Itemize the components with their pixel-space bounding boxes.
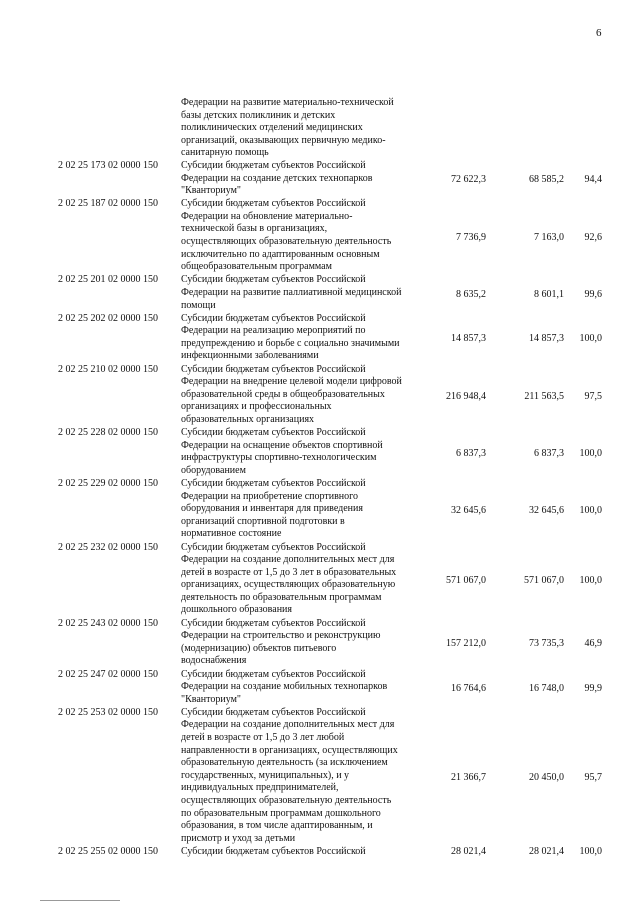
budget-code: 2 02 25 229 02 0000 150 <box>58 478 158 489</box>
description-line: организаций, оказывающих первичную медико- <box>181 134 386 146</box>
table-row <box>0 198 639 274</box>
description-line: Субсидии бюджетам субъектов Российской <box>181 198 366 210</box>
row-description <box>181 478 421 541</box>
plan-amount: 8 635,2 <box>456 288 486 300</box>
row-description <box>181 160 421 198</box>
execution-percent: 100,0 <box>579 574 602 586</box>
description-line: Субсидии бюджетам субъектов Российской <box>181 617 366 629</box>
budget-code: 2 02 25 255 02 0000 150 <box>58 845 158 857</box>
description-line: "Кванториум" <box>181 693 241 705</box>
description-line: Субсидии бюджетам субъектов Российской <box>181 845 366 857</box>
description-line: Федерации на создание дополнительных мест для <box>181 554 395 566</box>
description-line: Субсидии бюджетам субъектов Российской <box>181 668 366 680</box>
description-line: образовательной среды в общеобразовательных <box>181 388 385 400</box>
table-row <box>0 669 639 707</box>
row-description <box>181 198 421 274</box>
continued-description <box>181 97 421 160</box>
description-line: направленности в организациях, осуществляющих <box>181 744 398 756</box>
description-line: помощи <box>181 299 216 311</box>
description-line: Субсидии бюджетам субъектов Российской <box>181 427 366 439</box>
row-description <box>181 313 421 363</box>
description-line: нормативное состояние <box>181 528 282 540</box>
description-line: детей в возрасте от 1,5 до 3 лет любой <box>181 731 345 743</box>
row-description <box>181 427 421 477</box>
description-line: Федерации на строительство и реконструкцию <box>181 630 381 642</box>
plan-amount: 216 948,4 <box>446 390 486 402</box>
row-description <box>181 364 421 427</box>
description-line: Субсидии бюджетам субъектов Российской <box>181 274 366 286</box>
plan-amount: 7 736,9 <box>456 231 486 243</box>
execution-percent: 46,9 <box>584 638 602 650</box>
budget-code: 2 02 25 243 02 0000 150 <box>58 617 158 629</box>
description-line: Федерации на оснащение объектов спортивной <box>181 439 383 451</box>
description-line: Федерации на развитие материально-технической <box>181 97 394 108</box>
plan-amount: 16 764,6 <box>451 682 486 694</box>
description-line: технической базы в организациях, <box>181 223 328 235</box>
description-line: Субсидии бюджетам субъектов Российской <box>181 706 366 718</box>
execution-percent: 95,7 <box>584 771 602 783</box>
budget-code: 2 02 25 210 02 0000 150 <box>58 363 158 375</box>
description-line: государственных, муниципальных), и у <box>181 769 350 781</box>
budget-code: 2 02 25 228 02 0000 150 <box>58 427 158 439</box>
table-row <box>0 707 639 846</box>
description-line: осуществляющих образовательную деятельность <box>181 794 392 806</box>
description-line: образовательную деятельность (за исключением <box>181 757 388 769</box>
actual-amount: 571 067,0 <box>524 574 564 586</box>
row-description <box>181 618 421 668</box>
description-line: "Кванториум" <box>181 185 241 197</box>
budget-code: 2 02 25 201 02 0000 150 <box>58 274 158 286</box>
description-line: образовательных организациях <box>181 413 315 425</box>
row-description <box>181 542 421 618</box>
description-line: оборудованием <box>181 464 246 476</box>
description-line: базы детских поликлиник и детских <box>181 109 336 121</box>
description-line: поликлинических отделений медицинских <box>181 122 363 134</box>
description-line: Федерации на создание мобильных технопарков <box>181 681 388 693</box>
description-line: Субсидии бюджетам субъектов Российской <box>181 478 366 489</box>
plan-amount: 14 857,3 <box>451 333 486 345</box>
execution-percent: 94,4 <box>584 174 602 186</box>
description-line: индивидуальных предпринимателей, <box>181 782 339 794</box>
budget-code: 2 02 25 232 02 0000 150 <box>58 541 158 553</box>
actual-amount: 8 601,1 <box>534 288 564 300</box>
execution-percent: 99,6 <box>584 288 602 300</box>
plan-amount: 72 622,3 <box>451 174 486 186</box>
table-row <box>0 618 639 668</box>
description-line: организациях, осуществляющих образовательную <box>181 579 396 591</box>
description-line: (модернизацию) объектов питьевого <box>181 642 337 654</box>
description-line: Федерации на создание детских технопарков <box>181 172 373 184</box>
description-line: Субсидии бюджетам субъектов Российской <box>181 160 366 171</box>
table-row <box>0 274 639 312</box>
row-description <box>181 846 421 859</box>
description-line: Субсидии бюджетам субъектов Российской <box>181 363 366 375</box>
actual-amount: 6 837,3 <box>534 447 564 459</box>
footer-divider <box>40 900 120 901</box>
description-line: деятельность по образовательным программам <box>181 591 382 603</box>
table-row <box>0 313 639 363</box>
actual-amount: 28 021,4 <box>529 845 564 857</box>
execution-percent: 100,0 <box>579 333 602 345</box>
row-description <box>181 669 421 707</box>
description-line: инфекционными заболеваниями <box>181 350 319 362</box>
description-line: исключительно по адаптированным основным <box>181 248 380 260</box>
description-line: образования, в том числе адаптированным, и <box>181 820 373 832</box>
description-line: Федерации на развитие паллиативной медицинской <box>181 286 402 298</box>
description-line: дошкольного образования <box>181 604 293 616</box>
table-row <box>0 160 639 198</box>
plan-amount: 571 067,0 <box>446 574 486 586</box>
actual-amount: 68 585,2 <box>529 174 564 186</box>
actual-amount: 32 645,6 <box>529 505 564 517</box>
description-line: общеобразовательным программам <box>181 261 332 273</box>
row-description <box>181 274 421 312</box>
description-line: присмотр и уход за детьми <box>181 832 296 844</box>
plan-amount: 21 366,7 <box>451 771 486 783</box>
execution-percent: 92,6 <box>584 231 602 243</box>
description-line: инфраструктуры спортивно-технологическим <box>181 452 377 464</box>
table-row <box>0 478 639 541</box>
actual-amount: 7 163,0 <box>534 231 564 243</box>
execution-percent: 100,0 <box>579 845 602 857</box>
description-line: организаций спортивной подготовки в <box>181 515 345 527</box>
budget-code: 2 02 25 202 02 0000 150 <box>58 312 158 324</box>
actual-amount: 20 450,0 <box>529 771 564 783</box>
description-line: предупреждению и борьбе с социально значимыми <box>181 337 400 349</box>
description-line: по образовательным программам дошкольного <box>181 807 381 819</box>
execution-percent: 100,0 <box>579 447 602 459</box>
description-line: Субсидии бюджетам субъектов Российской <box>181 541 366 553</box>
description-line: Федерации на создание дополнительных мест для <box>181 719 395 731</box>
description-line: детей в возрасте от 1,5 до 3 лет в образовательных <box>181 566 397 578</box>
execution-percent: 100,0 <box>579 505 602 517</box>
plan-amount: 157 212,0 <box>446 638 486 650</box>
plan-amount: 32 645,6 <box>451 505 486 517</box>
budget-code: 2 02 25 173 02 0000 150 <box>58 160 158 171</box>
table-row <box>0 542 639 618</box>
description-line: Федерации на внедрение целевой модели цифровой <box>181 376 402 388</box>
table-row <box>0 846 639 859</box>
plan-amount: 28 021,4 <box>451 845 486 857</box>
budget-code: 2 02 25 253 02 0000 150 <box>58 706 158 718</box>
description-line: водоснабжения <box>181 655 247 667</box>
description-line: Субсидии бюджетам субъектов Российской <box>181 312 366 324</box>
plan-amount: 6 837,3 <box>456 447 486 459</box>
row-description <box>181 707 421 846</box>
description-line: Федерации на приобретение спортивного <box>181 490 359 502</box>
actual-amount: 73 735,3 <box>529 638 564 650</box>
execution-percent: 97,5 <box>584 390 602 402</box>
description-line: Федерации на обновление материально- <box>181 210 353 222</box>
page-number: 6 <box>596 27 602 39</box>
description-line: Федерации на реализацию мероприятий по <box>181 325 366 337</box>
actual-amount: 14 857,3 <box>529 333 564 345</box>
execution-percent: 99,9 <box>584 682 602 694</box>
description-line: осуществляющих образовательную деятельность <box>181 236 392 248</box>
description-line: оборудования и инвентаря для приведения <box>181 503 363 515</box>
budget-code: 2 02 25 247 02 0000 150 <box>58 668 158 680</box>
description-line: санитарную помощь <box>181 147 269 159</box>
table-row <box>0 364 639 427</box>
actual-amount: 16 748,0 <box>529 682 564 694</box>
table-row <box>0 427 639 477</box>
actual-amount: 211 563,5 <box>524 390 564 402</box>
budget-code: 2 02 25 187 02 0000 150 <box>58 198 158 210</box>
description-line: организациях и профессиональных <box>181 401 332 413</box>
